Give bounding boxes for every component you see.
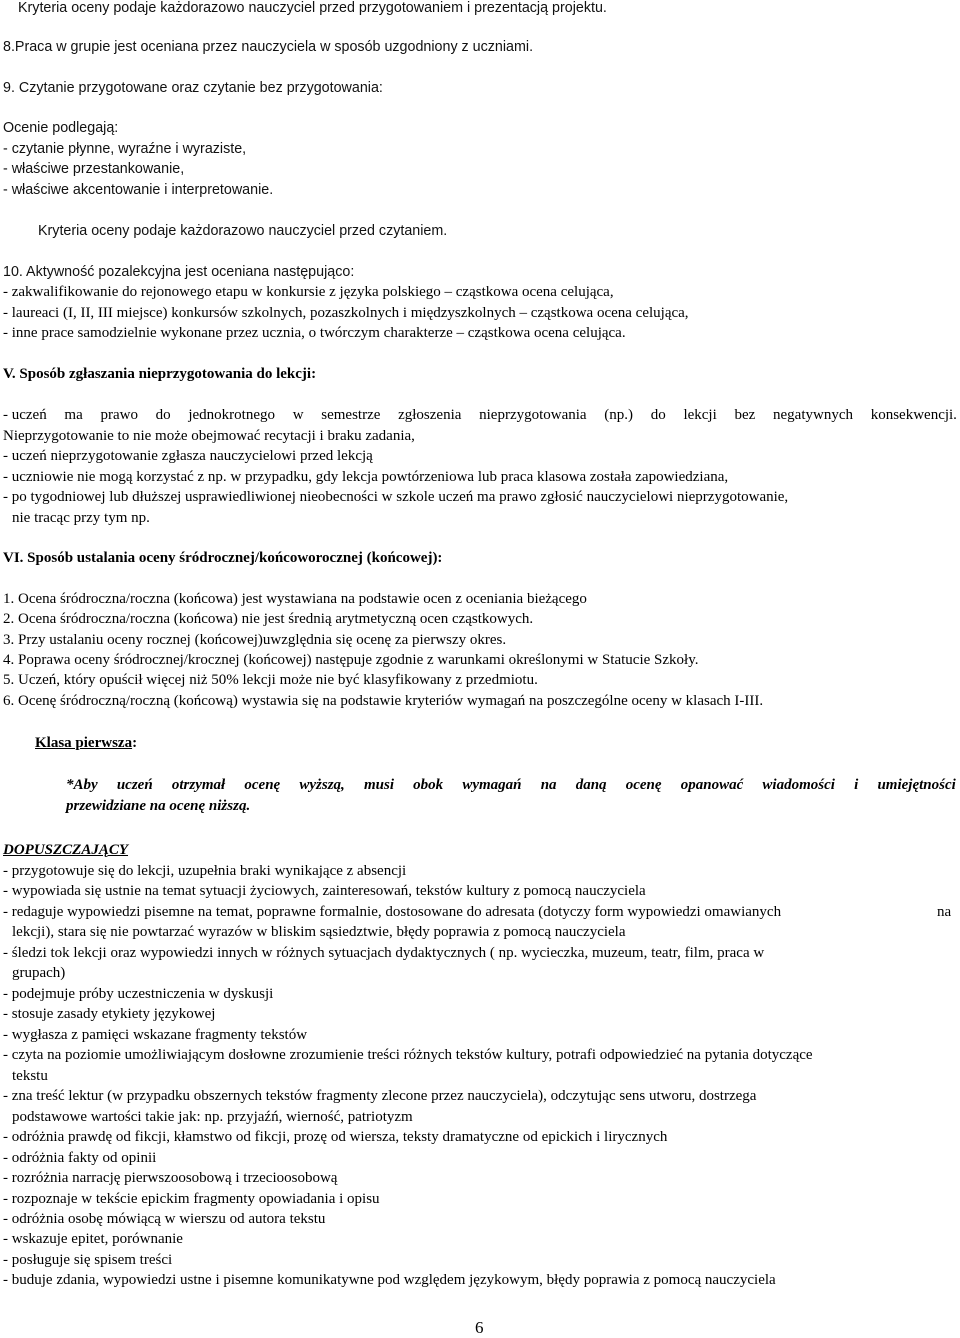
word: obok xyxy=(413,777,444,793)
section-vi-item-4: 4. Poprawa oceny śródrocznej/krocznej (końcowej) następuje zgodnie z warunkami określonymi w Statucie Szkoły. xyxy=(3,652,699,668)
class-one-heading xyxy=(35,733,137,753)
section-vi-item-6: 6. Ocenę śródroczną/roczną (końcową) wystawia się na podstawie kryteriów wymagań na poszczególne oceny w klasach I-III. xyxy=(3,693,764,709)
activity-item-3: - inne prace samodzielnie wykonane przez ucznia, o twórczym charakterze – cząstkowa ocena celująca. xyxy=(3,325,626,341)
requirement-12: - rozróżnia narrację pierwszoosobową i trzecioosobową xyxy=(3,1170,338,1186)
requirement-14: - odróżnia osobę mówiącą w wierszu od autora tekstu xyxy=(3,1211,326,1227)
class-one-label: Klasa pierwsza xyxy=(35,735,133,751)
item-8-text: 8.Praca w grupie jest oceniana przez nauczyciela w sposób uzgodniony z uczniami. xyxy=(3,39,534,55)
requirement-9-cont: podstawowe wartości takie jak: np. przyjaźń, wierność, patriotyzm xyxy=(12,1109,413,1125)
word: negatywnych xyxy=(773,407,853,423)
section-v-line-5: - po tygodniowej lub dłuższej usprawiedliwionej nieobecności w szkole uczeń ma prawo zgłosić nauczycielowi nieprzygotowanie, xyxy=(3,489,789,505)
word: na xyxy=(540,777,557,793)
word: ocenę xyxy=(244,777,281,793)
requirement-17: - buduje zdania, wypowiedzi ustne i pisemne komunikatywne pod względem językowym, błędy poprawia z pomocą nauczyciela xyxy=(3,1272,776,1288)
word: semestrze xyxy=(321,407,381,423)
criteria-project-text: Kryteria oceny podaje każdorazowo nauczyciel przed przygotowaniem i prezentacją projektu. xyxy=(18,0,607,16)
word: musi xyxy=(363,777,394,793)
requirement-5: - podejmuje próby uczestniczenia w dyskusji xyxy=(3,986,274,1002)
class-one-note-line-2: przewidziane na ocenę niższą. xyxy=(66,798,251,814)
requirement-8: - czyta na poziomie umożliwiającym dosłowne zrozumienie treści różnych tekstów kultury, potrafi odpowiedzieć na pytania dotyczące xyxy=(3,1047,813,1063)
section-v-line-1 xyxy=(3,405,957,425)
requirement-3-end: na xyxy=(937,904,952,920)
section-v-heading: V. Sposób zgłaszania nieprzygotowania do lekcji: xyxy=(3,366,317,382)
word: otrzymał xyxy=(171,777,226,793)
section-vi-item-1: 1. Ocena śródroczna/roczna (końcowa) jest wystawiana na podstawie ocen z oceniania bieżącego xyxy=(3,591,587,607)
section-vi-heading: VI. Sposób ustalania oceny śródrocznej/końcoworocznej (końcowej): xyxy=(3,550,443,566)
requirement-4: - śledzi tok lekcji oraz wypowiedzi innych w różnych sytuacjach dydaktycznych ( np. wycieczka, muzeum, teatr, film, praca w xyxy=(3,945,765,961)
word: do xyxy=(155,407,171,423)
word: wiadomości xyxy=(762,777,835,793)
requirement-9: - zna treść lektur (w przypadku obszernych tekstów fragmenty zlecone przez nauczyciela), odczytując sens utworu, dostrzega xyxy=(3,1088,757,1104)
activity-item-1: - zakwalifikowanie do rejonowego etapu w konkursie z języka polskiego – cząstkowa ocena celująca, xyxy=(3,284,614,300)
word: ocenę xyxy=(625,777,662,793)
word: umiejętności xyxy=(877,777,956,793)
requirement-15: - wskazuje epitet, porównanie xyxy=(3,1231,183,1247)
requirement-10: - odróżnia prawdę od fikcji, kłamstwo od fikcji, prozę od wiersza, teksty dramatyczne od epickich i lirycznych xyxy=(3,1129,668,1145)
requirement-2: - wypowiada się ustnie na temat sytuacji życiowych, zainteresowań, tekstów kultury z pomocą nauczyciela xyxy=(3,883,646,899)
word: wyższą, xyxy=(299,777,345,793)
word: (np.) xyxy=(604,407,634,423)
word: do xyxy=(650,407,666,423)
requirement-1: - przygotowuje się do lekcji, uzupełnia braki wynikające z absencji xyxy=(3,863,407,879)
criteria-reading-text: Kryteria oceny podaje każdorazowo nauczyciel przed czytaniem. xyxy=(38,223,448,239)
word: i xyxy=(854,777,859,793)
word: zgłoszenia xyxy=(398,407,462,423)
word: bez xyxy=(734,407,756,423)
section-vi-item-2: 2. Ocena śródroczna/roczna (końcowa) nie jest średnią arytmetyczną ocen cząstkowych. xyxy=(3,611,534,627)
requirement-4-cont: grupach) xyxy=(12,965,66,981)
reading-criterion-1: - czytanie płynne, wyraźne i wyraziste, xyxy=(3,141,247,157)
word: nieprzygotowania xyxy=(479,407,587,423)
requirement-7: - wygłasza z pamięci wskazane fragmenty tekstów xyxy=(3,1027,308,1043)
word: - uczeń xyxy=(3,407,47,423)
word: opanować xyxy=(680,777,744,793)
word: wymagań xyxy=(462,777,522,793)
requirement-8-cont: tekstu xyxy=(12,1068,48,1084)
item-10-text: 10. Aktywność pozalekcyjna jest oceniana następująco: xyxy=(3,264,355,280)
class-one-colon: : xyxy=(132,735,138,751)
class-one-note-line-1 xyxy=(66,775,956,795)
word: *Aby xyxy=(66,777,98,793)
word: w xyxy=(292,407,304,423)
word: uczeń xyxy=(116,777,153,793)
reading-criterion-3: - właściwe akcentowanie i interpretowanie. xyxy=(3,182,274,198)
word: konsekwencji. xyxy=(870,407,957,423)
reading-criterion-2: - właściwe przestankowanie, xyxy=(3,161,185,177)
requirement-11: - odróżnia fakty od opinii xyxy=(3,1150,157,1166)
section-v-line-6: nie tracąc przy tym np. xyxy=(12,510,150,526)
section-v-line-2: Nieprzygotowanie to nie może obejmować recytacji i braku zadania, xyxy=(3,428,415,444)
grade-heading-dopuszczajacy: DOPUSZCZAJĄCY xyxy=(3,842,129,858)
word: ma xyxy=(64,407,83,423)
requirement-13: - rozpoznaje w tekście epickim fragmenty opowiadania i opisu xyxy=(3,1191,380,1207)
word: daną xyxy=(575,777,607,793)
word: jednokrotnego xyxy=(188,407,276,423)
assessed-label: Ocenie podlegają: xyxy=(3,120,119,136)
activity-item-2: - laureaci (I, II, III miejsce) konkursów szkolnych, pozaszkolnych i międzyszkolnych – cząstkowa ocena celująca, xyxy=(3,305,689,321)
section-vi-item-5: 5. Uczeń, który opuścił więcej niż 50% lekcji może nie być klasyfikowany z przedmiotu. xyxy=(3,672,538,688)
requirement-16: - posługuje się spisem treści xyxy=(3,1252,173,1268)
requirement-3: - redaguje wypowiedzi pisemne na temat, poprawne formalnie, dostosowane do adresata (dotyczy form wypowiedzi omawianych xyxy=(3,904,782,920)
item-9-text: 9. Czytanie przygotowane oraz czytanie bez przygotowania: xyxy=(3,80,383,96)
requirement-6: - stosuje zasady etykiety językowej xyxy=(3,1006,216,1022)
section-v-line-3: - uczeń nieprzygotowanie zgłasza nauczycielowi przed lekcją xyxy=(3,448,373,464)
page-number: 6 xyxy=(475,1318,484,1337)
word: prawo xyxy=(100,407,138,423)
word: lekcji xyxy=(683,407,717,423)
section-vi-item-3: 3. Przy ustalaniu oceny rocznej (końcowej)uwzględnia się ocenę za pierwszy okres. xyxy=(3,632,507,648)
requirement-3-cont: lekcji), stara się nie powtarzać wyrazów w bliskim sąsiedztwie, błędy poprawia z pomocą nauczyciela xyxy=(12,924,626,940)
section-v-line-4: - uczniowie nie mogą korzystać z np. w przypadku, gdy lekcja powtórzeniowa lub praca klasowa została zapowiedziana, xyxy=(3,469,729,485)
